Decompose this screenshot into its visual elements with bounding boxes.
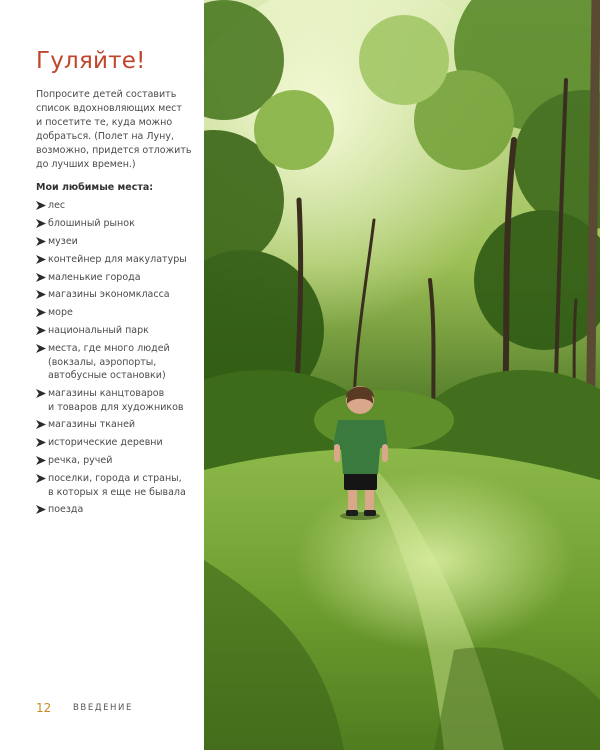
place-item-line: контейнер для макулатуры: [48, 253, 187, 265]
place-item-text: [48, 387, 201, 414]
section-running-head: ВВЕДЕНИЕ: [73, 703, 133, 713]
place-item-text: [48, 503, 201, 517]
place-item-text: [48, 288, 201, 302]
place-item: [36, 472, 201, 499]
arrow-bullet-icon: [36, 324, 48, 338]
place-item-line: места, где много людей: [48, 343, 170, 355]
place-item-line: и товаров для художников: [48, 401, 184, 413]
place-item-line: исторические деревни: [48, 437, 163, 449]
place-item-line: магазины тканей: [48, 419, 136, 431]
place-item-text: [48, 271, 201, 285]
favorite-places-list: [36, 199, 201, 521]
place-item-line: лес: [48, 200, 66, 211]
place-item-line: поезда: [48, 504, 84, 516]
place-item-line: маленькие города: [48, 271, 141, 283]
arrow-bullet-icon: [36, 199, 48, 213]
place-item-text: [48, 306, 201, 320]
place-item-line: магазины экономкласса: [48, 289, 170, 301]
place-item-line: речка, ручей: [48, 455, 113, 467]
place-item-line: магазины канцтоваров: [48, 388, 165, 400]
arrow-bullet-icon: [36, 253, 48, 267]
place-item-line: в которых я еще не бывала: [48, 486, 186, 498]
place-item-line: (вокзалы, аэропорты,: [48, 356, 157, 368]
place-item: [36, 253, 201, 267]
place-item-text: [48, 418, 201, 432]
place-item-text: [48, 472, 201, 499]
intro-line: добраться. (Полет на Луну,: [36, 131, 175, 142]
list-heading: Мои любимые места:: [36, 182, 154, 193]
arrow-bullet-icon: [36, 288, 48, 302]
intro-line: Попросите детей составить: [36, 89, 177, 100]
place-item: [36, 271, 201, 285]
place-item-text: [48, 253, 201, 267]
place-item: [36, 342, 201, 383]
arrow-bullet-icon: [36, 235, 48, 249]
place-item: [36, 454, 201, 468]
place-item: [36, 387, 201, 414]
arrow-bullet-icon: [36, 472, 48, 486]
place-item-line: море: [48, 307, 73, 319]
place-item: [36, 306, 201, 320]
arrow-bullet-icon: [36, 503, 48, 517]
place-item-line: блошиный рынок: [48, 217, 135, 229]
place-item: [36, 199, 201, 213]
page-title: Гуляйте!: [36, 48, 146, 74]
place-item-line: поселки, города и страны,: [48, 473, 182, 485]
arrow-bullet-icon: [36, 342, 48, 356]
place-item-text: [48, 217, 201, 231]
place-item: [36, 418, 201, 432]
arrow-bullet-icon: [36, 436, 48, 450]
arrow-bullet-icon: [36, 271, 48, 285]
arrow-bullet-icon: [36, 306, 48, 320]
intro-line: и посетите те, куда можно: [36, 117, 173, 128]
place-item-line: автобусные остановки): [48, 370, 166, 382]
place-item-text: [48, 324, 201, 338]
page-number: 12: [36, 701, 52, 715]
intro-line: возможно, придется отложить: [36, 145, 192, 156]
place-item-text: [48, 342, 201, 383]
intro-paragraph: [36, 88, 196, 172]
place-item: [36, 436, 201, 450]
place-item: [36, 503, 201, 517]
place-item-text: [48, 199, 201, 213]
place-item: [36, 288, 201, 302]
arrow-bullet-icon: [36, 454, 48, 468]
intro-line: до лучших времен.): [36, 159, 136, 170]
place-item-line: национальный парк: [48, 325, 149, 337]
arrow-bullet-icon: [36, 387, 48, 401]
place-item-text: [48, 436, 201, 450]
place-item: [36, 235, 201, 249]
arrow-bullet-icon: [36, 217, 48, 231]
place-item: [36, 324, 201, 338]
place-item: [36, 217, 201, 231]
place-item-text: [48, 454, 201, 468]
intro-line: список вдохновляющих мест: [36, 103, 182, 114]
place-item-line: музеи: [48, 235, 78, 247]
place-item-text: [48, 235, 201, 249]
arrow-bullet-icon: [36, 418, 48, 432]
forest-path-photo: [204, 0, 600, 750]
